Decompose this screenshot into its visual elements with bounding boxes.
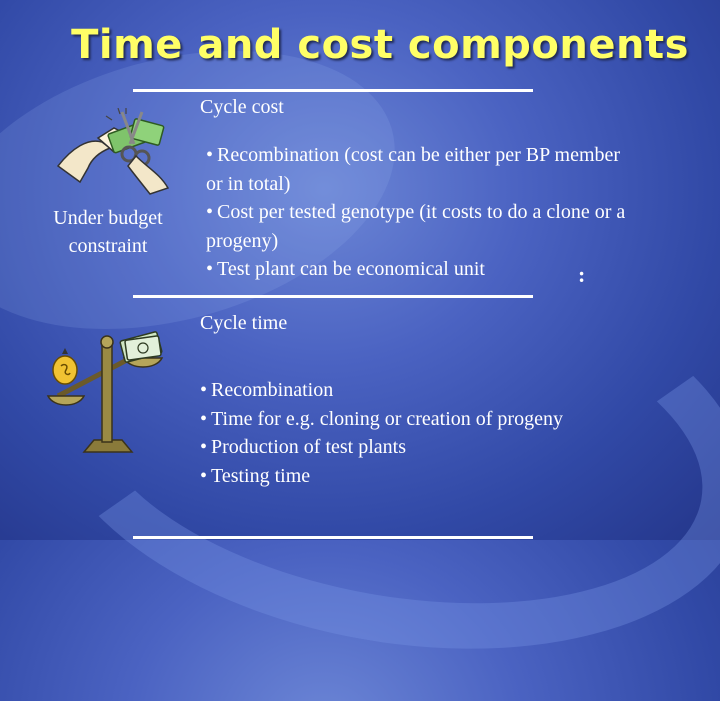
cycle-cost-list: [206, 141, 716, 284]
list-item: [206, 170, 716, 199]
rule-middle: [133, 295, 533, 298]
list-item: [206, 227, 716, 256]
cycle-time-list: [200, 376, 700, 491]
rule-top: [133, 89, 533, 92]
list-item: [200, 433, 700, 462]
cycle-cost-heading: Cycle cost: [200, 96, 284, 118]
side-label-line: constraint: [68, 235, 148, 257]
cycle-time-heading: Cycle time: [200, 312, 288, 334]
slide-title: Time and cost components: [71, 22, 689, 68]
list-item: [206, 255, 716, 284]
list-item-text: Time for e.g. cloning or creation of progeny: [211, 407, 563, 430]
list-item-text: progeny): [206, 229, 279, 252]
list-item: [200, 462, 700, 491]
list-item-text: Cost per tested genotype (it costs to do a clone or a: [217, 201, 626, 223]
list-item: [206, 198, 716, 227]
coin-icon: [50, 346, 80, 386]
stray-mark: :: [578, 262, 586, 287]
list-item: [200, 405, 700, 434]
list-item-text: Testing time: [211, 465, 311, 488]
list-item-text: Recombination (cost can be either per BP member: [217, 144, 621, 166]
side-label-line: Under budget: [53, 207, 163, 229]
list-item: [206, 141, 716, 170]
list-item-text: Recombination: [211, 379, 334, 401]
list-item-text: Test plant can be economical unit: [217, 258, 485, 280]
rule-bottom: [133, 536, 533, 539]
list-item-text: Production of test plants: [211, 436, 406, 459]
list-item: [200, 376, 700, 405]
budget-constraint-label: [28, 204, 188, 260]
money-stack-icon: [118, 328, 166, 364]
list-item-text: or in total): [206, 172, 291, 195]
money-cutting-hands-icon: [52, 108, 187, 198]
